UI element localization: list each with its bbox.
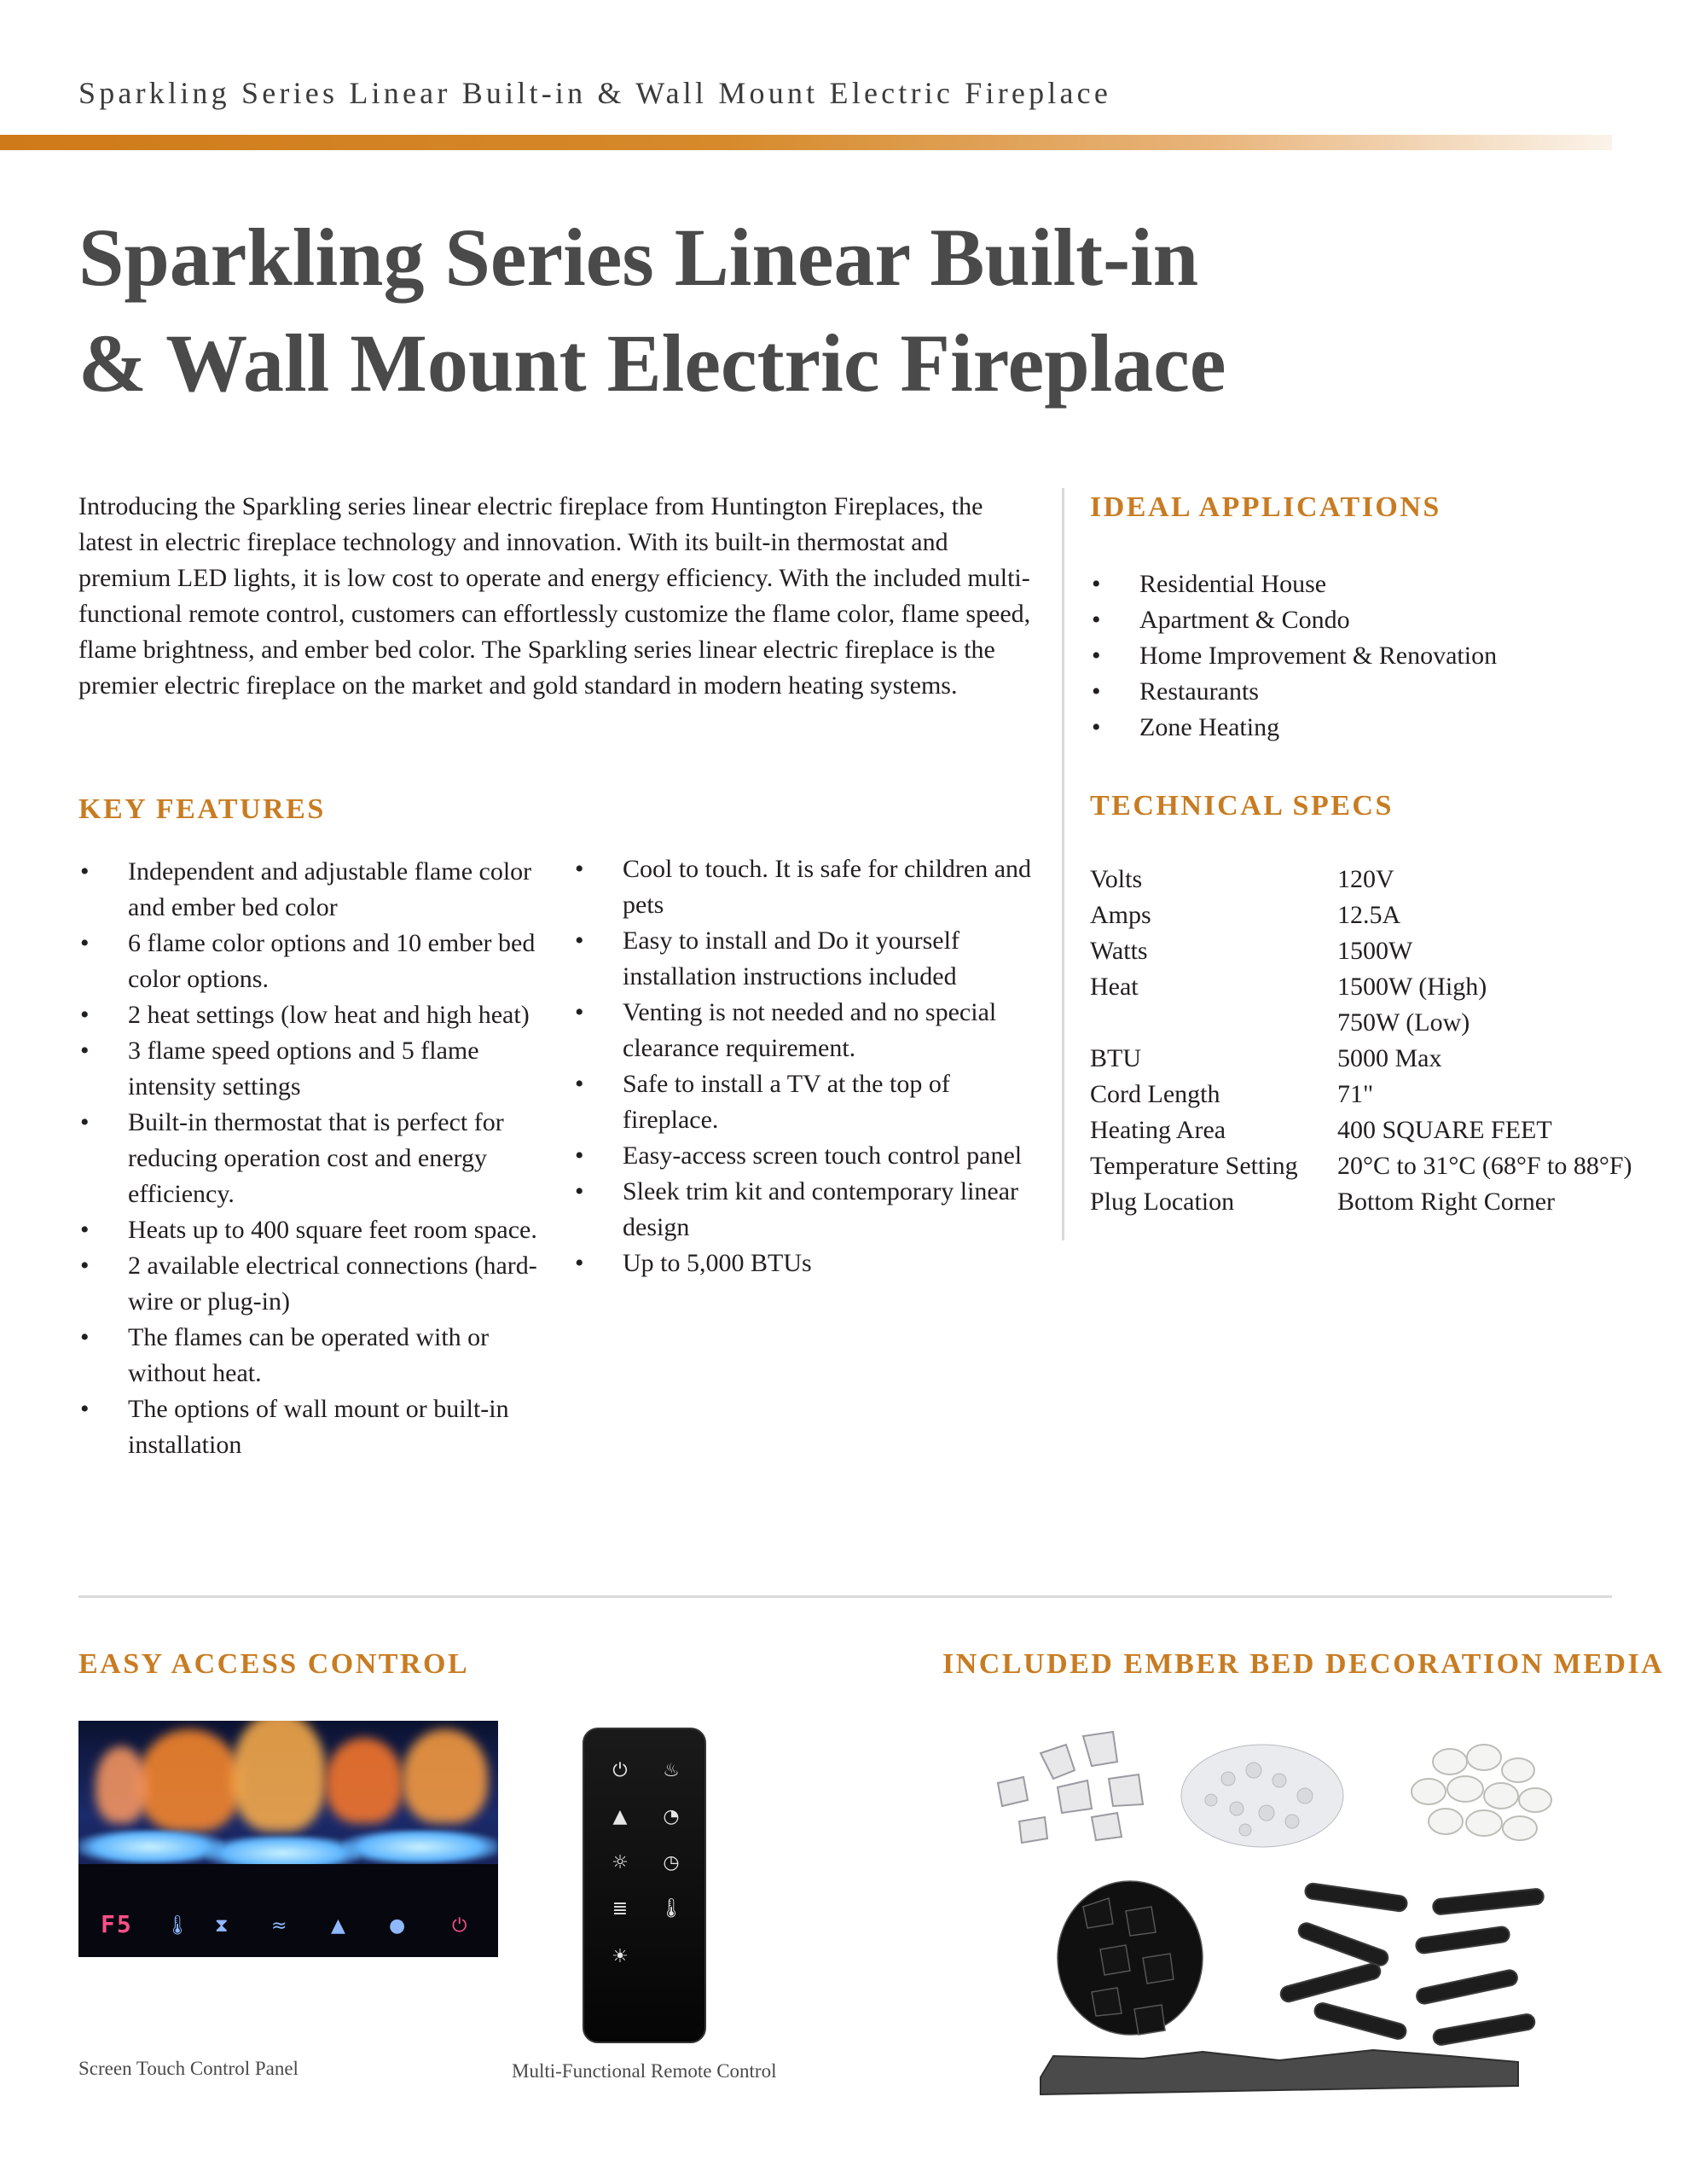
key-features-heading: KEY FEATURES xyxy=(78,793,326,825)
spec-label: Plug Location xyxy=(1090,1188,1235,1216)
brightness-icon: ☼ xyxy=(612,1852,629,1873)
spec-value: 750W (Low) xyxy=(1337,1008,1470,1037)
technical-specs-heading: TECHNICAL SPECS xyxy=(1090,790,1394,822)
spec-label xyxy=(1090,1005,1337,1041)
fireplace-logs xyxy=(1279,1883,1545,2047)
spec-row xyxy=(1090,969,1670,1005)
column-divider xyxy=(1062,488,1064,1240)
black-glass xyxy=(1058,1881,1203,2035)
feature-item xyxy=(78,1212,556,1248)
ember-light-icon: ☀ xyxy=(612,1946,629,1967)
section-divider xyxy=(78,1595,1612,1598)
spec-label: Heating Area xyxy=(1090,1116,1226,1144)
panel-glass xyxy=(78,1864,498,1957)
bullet-icon: • xyxy=(1092,713,1101,741)
feature-item xyxy=(573,1174,1051,1246)
bullet-icon: • xyxy=(575,998,584,1026)
page-title xyxy=(78,205,1443,416)
feature-text: 2 heat settings (low heat and high heat) xyxy=(128,1001,530,1029)
feature-item xyxy=(78,1105,556,1212)
bullet-icon: • xyxy=(80,1323,90,1351)
running-header: Sparkling Series Linear Built-in & Wall Mount Electric Fireplace xyxy=(78,76,1112,110)
bullet-icon: • xyxy=(80,1252,90,1280)
feature-item xyxy=(573,851,1051,923)
heat-icon: ♨ xyxy=(663,1760,680,1781)
feature-text: Sleek trim kit and contemporary linear design xyxy=(623,1177,1019,1241)
spec-row xyxy=(1090,1077,1670,1112)
feature-text: 6 flame color options and 10 ember bed color options. xyxy=(128,929,536,993)
clear-rock-glass xyxy=(998,1732,1143,1843)
spec-row xyxy=(1090,1112,1670,1148)
page-title-line-2: & Wall Mount Electric Fireplace xyxy=(78,317,1226,409)
spec-value: Bottom Right Corner xyxy=(1337,1188,1555,1216)
application-text: Home Improvement & Renovation xyxy=(1139,642,1498,670)
feature-text: Heats up to 400 square feet room space. xyxy=(128,1216,537,1244)
bullet-icon: • xyxy=(575,1141,584,1170)
feature-item xyxy=(573,1246,1051,1281)
application-text: Restaurants xyxy=(1139,677,1259,706)
spec-row xyxy=(1090,897,1670,933)
flame-icon: ▲ xyxy=(331,1915,345,1937)
application-text: Zone Heating xyxy=(1139,713,1280,741)
control-panel-photo xyxy=(78,1721,498,1957)
log-base xyxy=(1041,2050,1518,2094)
header-rule xyxy=(0,135,1612,150)
white-pebbles xyxy=(1412,1745,1551,1840)
feature-text: Independent and adjustable flame color and ember bed color xyxy=(128,857,532,921)
spec-value: 1500W (High) xyxy=(1337,973,1487,1001)
bullet-icon: • xyxy=(575,926,584,955)
spec-label: Amps xyxy=(1090,901,1151,929)
application-item xyxy=(1090,638,1644,674)
technical-specs-table xyxy=(1090,862,1670,1220)
feature-item xyxy=(78,1248,556,1320)
spec-value: 120V xyxy=(1337,865,1394,893)
spec-label: Cord Length xyxy=(1090,1080,1220,1108)
application-text: Apartment & Condo xyxy=(1139,606,1350,634)
bullet-icon: • xyxy=(1092,642,1101,670)
feature-text: Up to 5,000 BTUs xyxy=(623,1249,812,1277)
ember-media-heading: INCLUDED EMBER BED DECORATION MEDIA xyxy=(942,1648,1665,1680)
bullet-icon: • xyxy=(80,1001,90,1029)
flame-icon: ▲ xyxy=(612,1806,628,1827)
feature-text: Easy to install and Do it yourself installation instructions included xyxy=(623,926,959,990)
timer-icon: ⧗ xyxy=(215,1915,229,1937)
feature-text: The flames can be operated with or without heat. xyxy=(128,1323,490,1387)
spec-row xyxy=(1090,1148,1670,1184)
spec-row xyxy=(1090,1184,1670,1220)
application-item xyxy=(1090,674,1644,710)
power-icon: ⏻ xyxy=(612,1760,628,1781)
feature-text: Easy-access screen touch control panel xyxy=(623,1141,1023,1170)
application-text: Residential House xyxy=(1139,570,1327,598)
timer-icon: ◷ xyxy=(663,1852,680,1873)
spec-label: Watts xyxy=(1090,937,1148,965)
spec-value: 400 SQUARE FEET xyxy=(1337,1116,1552,1144)
ember-media-photo xyxy=(972,1728,1620,2103)
feature-text: 3 flame speed options and 5 flame intensity settings xyxy=(128,1037,479,1101)
spec-label: BTU xyxy=(1090,1044,1141,1072)
crushed-clear-glass xyxy=(1181,1745,1343,1847)
bullet-icon: • xyxy=(575,855,584,883)
speed-gauge-icon: ◔ xyxy=(663,1806,680,1827)
bullet-icon: • xyxy=(575,1070,584,1098)
feature-text: 2 available electrical connections (hard-wire or plug-in) xyxy=(128,1252,537,1316)
feature-text: Safe to install a TV at the top of fireplace. xyxy=(623,1070,950,1134)
page-title-line-1: Sparkling Series Linear Built-in xyxy=(78,212,1199,303)
spec-label: Volts xyxy=(1090,865,1143,893)
bullet-icon: • xyxy=(80,1395,90,1423)
bullet-icon: • xyxy=(80,1108,90,1136)
panel-display: F5 xyxy=(101,1910,133,1938)
thermometer-icon: 🌡︎ xyxy=(659,1898,683,1920)
feature-text: Built-in thermostat that is perfect for reducing operation cost and energy efficiency. xyxy=(128,1108,504,1208)
thermometer-icon: 🌡︎ xyxy=(165,1915,189,1937)
feature-item xyxy=(573,1066,1051,1138)
bullet-icon: • xyxy=(1092,570,1101,598)
bullet-icon: • xyxy=(575,1249,584,1277)
application-item xyxy=(1090,710,1644,746)
spec-value: 1500W xyxy=(1337,937,1413,965)
feature-text: Venting is not needed and no special clearance requirement. xyxy=(623,998,997,1062)
bullet-icon: • xyxy=(80,1037,90,1065)
bullet-icon: • xyxy=(1092,677,1101,706)
key-features-list-left xyxy=(78,854,556,1463)
bullet-icon: • xyxy=(80,1216,90,1244)
application-item xyxy=(1090,602,1644,638)
feature-item xyxy=(573,923,1051,995)
feature-text: Cool to touch. It is safe for children and pets xyxy=(623,855,1032,919)
feature-item xyxy=(78,854,556,926)
feature-item xyxy=(573,995,1051,1066)
bullet-icon: • xyxy=(1092,606,1101,634)
spec-value: 12.5A xyxy=(1337,901,1401,929)
feature-item xyxy=(78,926,556,997)
power-icon: ⏻ xyxy=(452,1915,467,1937)
spec-value: 20°C to 31°C (68°F to 88°F) xyxy=(1337,1152,1632,1180)
panel-caption: Screen Touch Control Panel xyxy=(78,2058,299,2079)
spec-row xyxy=(1090,862,1670,897)
easy-access-heading: EASY ACCESS CONTROL xyxy=(78,1648,470,1680)
feature-item xyxy=(78,1391,556,1463)
intro-paragraph: Introducing the Sparkling series linear electric fireplace from Huntington Fireplaces, the latest in electric fireplace technology and innovation. With its built-in thermostat and premium LED lights, it is low cost to operate and energy efficiency. With the included multi-functional remote control, customers can effortlessly customize the flame color, flame speed, flame brightness, and ember bed color. The Sparkling series linear electric fireplace is the premier electric fireplace on the market and gold standard in modern heating systems. xyxy=(78,492,1031,700)
remote-control-photo xyxy=(583,1728,706,2043)
feature-item xyxy=(78,997,556,1033)
bulb-icon: ● xyxy=(389,1915,406,1937)
feature-item xyxy=(78,1320,556,1391)
ideal-applications-heading: IDEAL APPLICATIONS xyxy=(1090,491,1441,523)
ideal-applications-list xyxy=(1090,566,1644,746)
spec-value: 71" xyxy=(1337,1080,1374,1108)
bullet-icon: • xyxy=(80,929,90,957)
heat-waves-icon: ≈ xyxy=(271,1915,287,1937)
feature-text: The options of wall mount or built-in installation xyxy=(128,1395,509,1459)
bullet-icon: • xyxy=(80,857,90,886)
spec-row xyxy=(1090,1005,1670,1041)
feature-item xyxy=(78,1033,556,1105)
feature-item xyxy=(573,1138,1051,1174)
remote-caption: Multi-Functional Remote Control xyxy=(512,2060,777,2082)
key-features-list-right xyxy=(573,851,1051,1281)
application-item xyxy=(1090,566,1644,602)
spec-value: 5000 Max xyxy=(1337,1044,1442,1072)
bullet-icon: • xyxy=(575,1177,584,1205)
spec-row xyxy=(1090,1041,1670,1077)
ember-bed-icon: ≣ xyxy=(612,1898,629,1920)
spec-label: Temperature Setting xyxy=(1090,1152,1298,1180)
spec-row xyxy=(1090,933,1670,969)
spec-label: Heat xyxy=(1090,973,1139,1001)
